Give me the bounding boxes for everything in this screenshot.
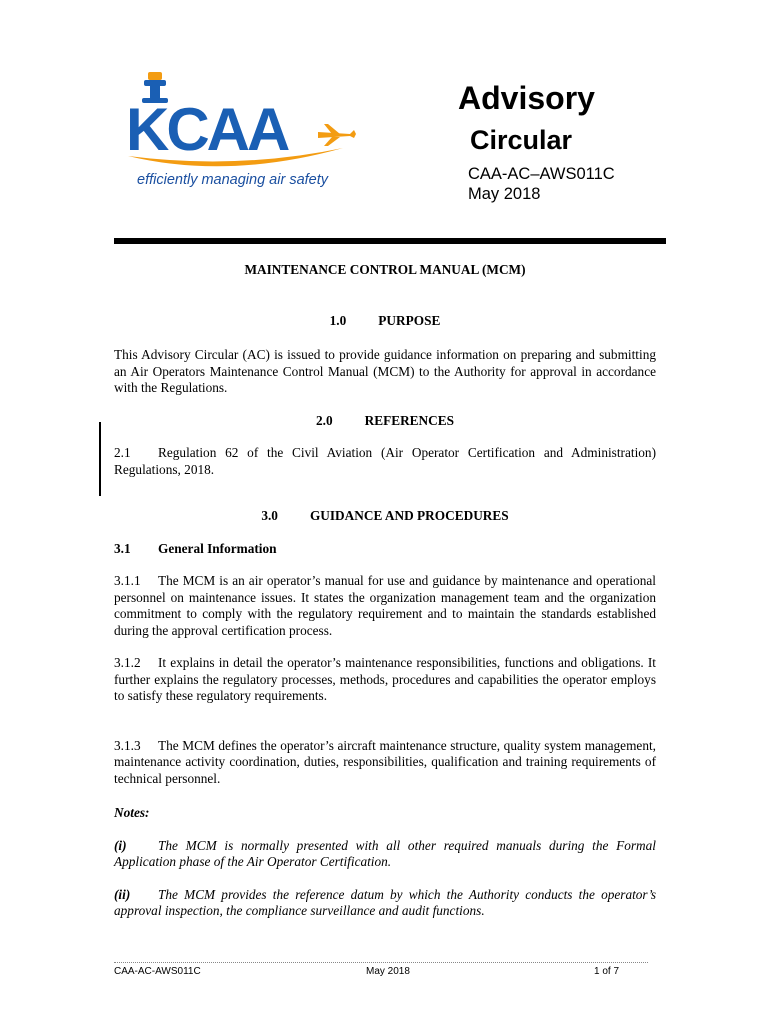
document-id: CAA-AC–AWS011C xyxy=(468,165,615,183)
section-title: REFERENCES xyxy=(364,412,455,428)
footer-document-id: CAA-AC-AWS011C xyxy=(114,966,201,977)
footer-date: May 2018 xyxy=(366,966,410,977)
footer-divider xyxy=(114,962,648,963)
paragraph-number: 3.1.1 xyxy=(114,573,141,588)
notes-label: Notes: xyxy=(114,805,150,820)
note-number: (ii) xyxy=(114,886,131,902)
header-divider xyxy=(114,238,666,244)
section-number: 3.0 xyxy=(261,508,278,523)
subsection-number: 3.1 xyxy=(114,540,131,556)
section-title: GUIDANCE AND PROCEDURES xyxy=(309,508,509,523)
section-heading-guidance xyxy=(114,508,656,525)
paragraph-number: 3.1.2 xyxy=(114,655,141,670)
paragraph-3-1-3 xyxy=(114,738,656,788)
section-heading-purpose xyxy=(114,313,656,330)
paragraph-text: Regulation 62 of the Civil Aviation (Air Operator Certification and Administration) Regulations, 2018. xyxy=(114,445,656,477)
logo-wordmark: KCAA xyxy=(126,96,288,163)
note-text: The MCM is normally presented with all other required manuals during the Formal Application phase of the Air Operator Certification. xyxy=(114,837,656,869)
paragraph-3-1-2 xyxy=(114,655,656,705)
main-title: MAINTENANCE CONTROL MANUAL (MCM) xyxy=(244,262,526,277)
paragraph-purpose: This Advisory Circular (AC) is issued to provide guidance information on preparing and submitting an Air Operators Maintenance Control Manual (MCM) to the Authority for approval in accordance with the Regulations. xyxy=(114,347,656,395)
note-i xyxy=(114,838,656,871)
paragraph-text: The MCM is an air operator’s manual for use and guidance by maintenance and operational personnel on maintenance issues. It states the organization management team and the organization commitment to comply with the regulatory requirement and to maintain the standards established during the approval certification process. xyxy=(114,573,656,638)
section-title: PURPOSE xyxy=(378,312,441,328)
subsection-title: General Information xyxy=(158,540,277,556)
paragraph-number: 2.1 xyxy=(114,445,131,460)
document-type-subtitle: Circular xyxy=(470,125,573,155)
revision-bar xyxy=(99,422,101,496)
note-ii xyxy=(114,887,656,920)
paragraph-2-1 xyxy=(114,445,656,478)
note-text: The MCM provides the reference datum by which the Authority conducts the operator’s approval inspection, the compliance surveillance and audit functions. xyxy=(114,886,656,918)
airplane-icon xyxy=(318,124,356,146)
section-heading-references xyxy=(114,413,656,430)
document-body xyxy=(114,262,656,920)
subsection-heading-general-information xyxy=(114,541,656,558)
section-number: 1.0 xyxy=(329,312,347,328)
paragraph-text: It explains in detail the operator’s maintenance responsibilities, functions and obligations. It further explains the regulatory processes, methods, procedures and capabilities the operator employs to satisfy these regulatory requirements. xyxy=(114,655,656,703)
paragraph-3-1-1 xyxy=(114,573,656,639)
document-header xyxy=(458,78,615,204)
paragraph-text: The MCM defines the operator’s aircraft maintenance structure, quality system management, maintenance activity coordination, duties, responsibilities, qualification and training requirements of technical personnel. xyxy=(114,737,656,786)
section-number: 2.0 xyxy=(315,412,333,428)
footer-page-number: 1 of 7 xyxy=(594,966,620,977)
note-number: (i) xyxy=(114,837,127,853)
document-date: May 2018 xyxy=(468,185,541,203)
document-type-title: Advisory xyxy=(458,80,595,116)
paragraph-number: 3.1.3 xyxy=(114,737,141,753)
logo-tagline: efficiently managing air safety xyxy=(137,172,329,188)
